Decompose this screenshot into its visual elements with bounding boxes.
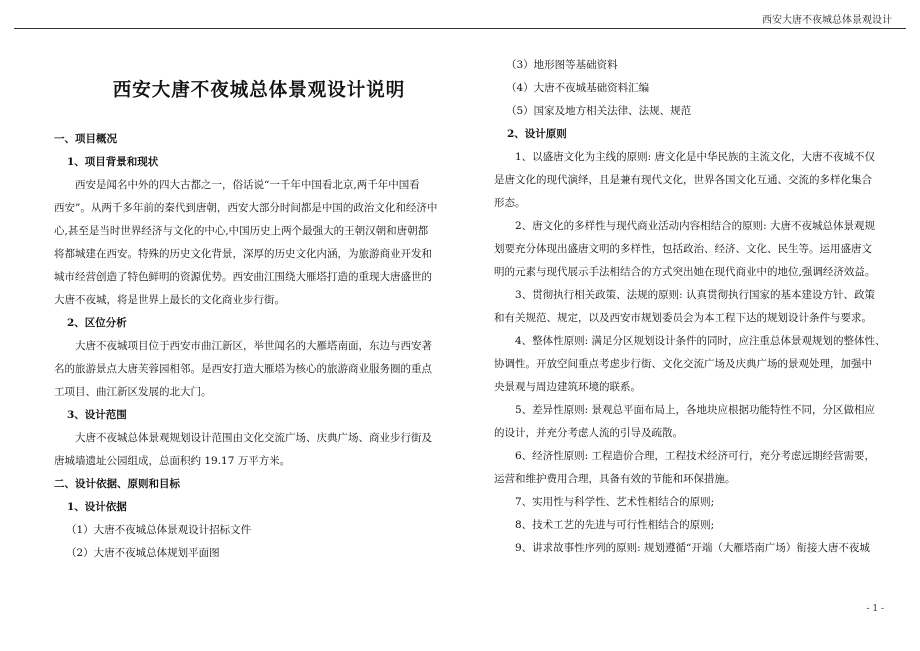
list-item: （1）大唐不夜城总体景观设计招标文件 (66, 524, 252, 536)
paragraph-line: 8、技术工艺的先进与可行性相结合的原则; (515, 519, 715, 531)
left-column (54, 128, 464, 565)
paragraph-line: 2、唐文化的多样性与现代商业活动内容相结合的原则: 大唐不夜城总体景观规 (515, 220, 876, 232)
paragraph-line: 1、以盛唐文化为主线的原则: 唐文化是中华民族的主流文化，大唐不夜城不仅 (515, 151, 876, 163)
paragraph-line: 9、讲求故事性序列的原则: 规划遵循“开端（大雁塔南广场）衔接大唐不夜城 (515, 542, 870, 554)
page-number: - 1 - (866, 604, 884, 614)
paragraph-line: 划要充分体现出盛唐文明的多样性，包括政治、经济、文化、民生等。运用盛唐文 (494, 243, 872, 255)
paragraph-line: 和有关规范、规定，以及西安市规划委员会为本工程下达的规划设计条件与要求。 (494, 312, 872, 324)
subsection-heading-principles: 2、设计原则 (507, 128, 567, 140)
list-item: （4）大唐不夜城基础资料汇编 (506, 82, 650, 94)
paragraph-line: 7、实用性与科学性、艺术性相结合的原则; (515, 496, 715, 508)
paragraph-line: 唐城墙遗址公园组成，总面积约 19.17 万平方米。 (54, 455, 291, 467)
subsection-heading-background: 1、项目背景和现状 (67, 156, 159, 168)
paragraph-line: 3、贯彻执行相关政策、法规的原则: 认真贯彻执行国家的基本建设方针、政策 (515, 289, 876, 301)
paragraph-line: 西安”。从两千多年前的秦代到唐朝，西安大部分时间都是中国的政治文化和经济中 (54, 202, 438, 214)
paragraph-line: 6、经济性原则: 工程造价合理，工程技术经济可行，充分考虑远期经营需要， (515, 450, 876, 462)
paragraph-line: 4、整体性原则: 满足分区规划设计条件的同时，应注重总体景观规划的整体性、 (515, 335, 886, 347)
list-item: （3）地形图等基础资料 (506, 59, 618, 71)
subsection-heading-location: 2、区位分析 (67, 317, 127, 329)
paragraph-line: 是唐文化的现代演绎，且是兼有现代文化，世界各国文化互通、交流的多样化集合 (494, 174, 872, 186)
paragraph-line: 大唐不夜城总体景观规划设计范围由文化交流广场、庆典广场、商业步行街及 (75, 432, 432, 444)
paragraph-line: 明的元素与现代展示手法相结合的方式突出她在现代商业中的地位,强调经济效益。 (494, 266, 876, 278)
paragraph-line: 将都城建在西安。特殊的历史文化背景，深厚的历史文化内涵，为旅游商业开发和 (54, 248, 432, 260)
list-item: （5）国家及地方相关法律、法规、规范 (506, 105, 692, 117)
subsection-heading-basis: 1、设计依据 (67, 501, 127, 513)
document-title: 西安大唐不夜城总体景观设计说明 (112, 80, 406, 101)
paragraph-line: 名的旅游景点大唐芙蓉园相邻。是西安打造大雁塔为核心的旅游商业服务圈的重点 (54, 363, 432, 375)
paragraph-line: 央景观与周边建筑环境的联系。 (494, 381, 641, 393)
section-heading-1: 一、项目概况 (54, 133, 117, 145)
paragraph-line: 5、差异性原则: 景观总平面布局上，各地块应根据功能特性不同，分区做相应 (515, 404, 876, 416)
list-item: （2）大唐不夜城总体规划平面图 (66, 547, 220, 559)
section-heading-2: 二、设计依据、原则和目标 (54, 478, 180, 490)
paragraph-line: 西安是闻名中外的四大古都之一，俗话说“一千年中国看北京,两千年中国看 (75, 179, 420, 191)
header-rule (14, 28, 906, 29)
paragraph-line: 大唐不夜城，将是世界上最长的文化商业步行街。 (54, 294, 285, 306)
paragraph-line: 工项目、曲江新区发展的北大门。 (54, 386, 212, 398)
paragraph-line: 形态。 (494, 197, 526, 209)
paragraph-line: 大唐不夜城项目位于西安市曲江新区，举世闻名的大雁塔南面，东边与西安著 (75, 340, 432, 352)
running-header: 西安大唐不夜城总体景观设计 (762, 15, 892, 26)
paragraph-line: 心,甚至是当时世界经济与文化的中心,中国历史上两个最强大的王朝汉朝和唐朝都 (54, 225, 429, 237)
paragraph-line: 运营和维护费用合理，具备有效的节能和环保措施。 (494, 473, 736, 485)
paragraph-line: 城市经营创造了特色鲜明的资源优势。西安曲江围绕大雁塔打造的重现大唐盛世的 (54, 271, 432, 283)
paragraph-line: 协调性。开放空间重点考虑步行街、文化交流广场及庆典广场的景观处理，加强中 (494, 358, 872, 370)
subsection-heading-scope: 3、设计范围 (67, 409, 127, 421)
right-column (494, 54, 887, 560)
paragraph-line: 的设计，并充分考虑人流的引导及疏散。 (494, 427, 683, 439)
